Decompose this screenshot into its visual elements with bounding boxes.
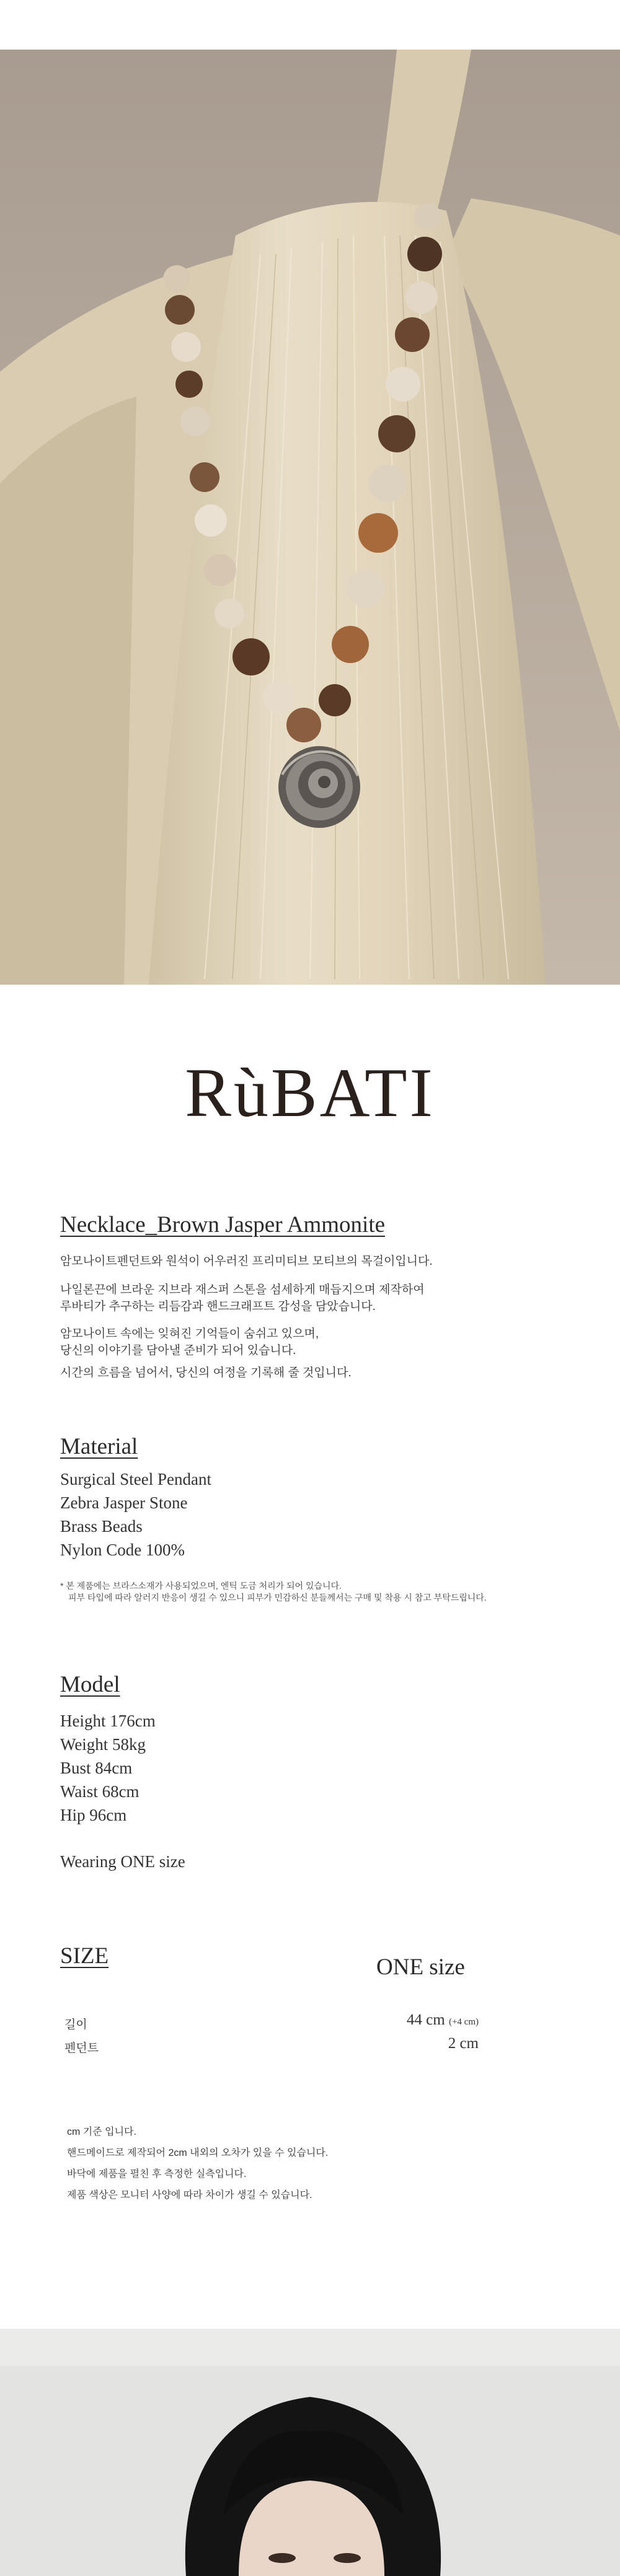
size-note: 제품 색상은 모니터 사양에 따라 차이가 생길 수 있습니다.: [67, 2190, 312, 2200]
model-item: Bust 84cm: [60, 1759, 133, 1777]
size-note: cm 기준 입니다.: [67, 2127, 136, 2137]
material-title: Material: [60, 1434, 138, 1459]
necklace-photo-icon: [0, 50, 620, 985]
product-desc-line: 나일론끈에 브라운 지브라 재스퍼 스톤을 섬세하게 매듭지으며 제작하여: [60, 1283, 425, 1296]
material-item: Brass Beads: [60, 1517, 143, 1536]
model-photo-icon: [0, 2329, 620, 2576]
product-desc-line: 암모나이트 속에는 잊혀진 기억들이 숨쉬고 있으며,: [60, 1327, 319, 1340]
size-note: 바닥에 제품을 펼친 후 측정한 실측입니다.: [67, 2169, 247, 2179]
product-desc-line: 암모나이트펜던트와 원석이 어우러진 프리미티브 모티브의 목걸이입니다.: [60, 1255, 433, 1268]
size-column-header: ONE size: [376, 1954, 465, 1980]
size-note: 핸드메이드로 제작되어 2cm 내외의 오차가 있을 수 있습니다.: [67, 2148, 329, 2158]
material-item: Nylon Code 100%: [60, 1541, 185, 1559]
size-row-label: 펜던트: [64, 2042, 99, 2055]
model-item: Height 176cm: [60, 1712, 156, 1730]
model-item: Weight 58kg: [60, 1735, 146, 1754]
model-item: Hip 96cm: [60, 1806, 127, 1824]
size-notes: [67, 2122, 328, 2206]
size-value: 2 cm: [448, 2035, 479, 2052]
model-item: Waist 68cm: [60, 1782, 140, 1801]
size-value: 44 cm: [406, 2011, 445, 2028]
product-desc-line: 시간의 흐름을 넘어서, 당신의 여정을 기록해 줄 것입니다.: [60, 1366, 352, 1379]
material-item: Surgical Steel Pendant: [60, 1470, 211, 1488]
product-desc-line: 당신의 이야기를 담아낼 준비가 되어 있습니다.: [60, 1344, 296, 1357]
product-name: Necklace_Brown Jasper Ammonite: [60, 1212, 386, 1237]
material-list: [60, 1467, 211, 1562]
size-title: SIZE: [60, 1943, 109, 1969]
product-desc-line: 루바티가 추구하는 리듬감과 핸드크래프트 감성을 담았습니다.: [60, 1300, 376, 1313]
model-title: Model: [60, 1672, 120, 1697]
size-row-label: 길이: [64, 2018, 87, 2031]
brand-logo: RùBATI: [185, 1055, 435, 1132]
model-photo: [0, 2329, 620, 2576]
model-list: [60, 1709, 156, 1827]
size-value-extra: (+4 cm): [448, 2017, 479, 2027]
model-wearing: Wearing ONE size: [60, 1852, 185, 1871]
size-row-value: [372, 2011, 479, 2029]
hero-photo: [0, 50, 620, 985]
material-item: Zebra Jasper Stone: [60, 1493, 188, 1512]
material-note: 피부 타입에 따라 알러지 반응이 생길 수 있으니 피부가 민감하신 분들께서는 구매 및 착용 시 참고 부탁드립니다.: [68, 1593, 487, 1602]
material-note: * 본 제품에는 브라스소재가 사용되었으며, 엔틱 도금 처리가 되어 있습니다.: [60, 1581, 342, 1591]
size-row-value: [372, 2035, 479, 2052]
